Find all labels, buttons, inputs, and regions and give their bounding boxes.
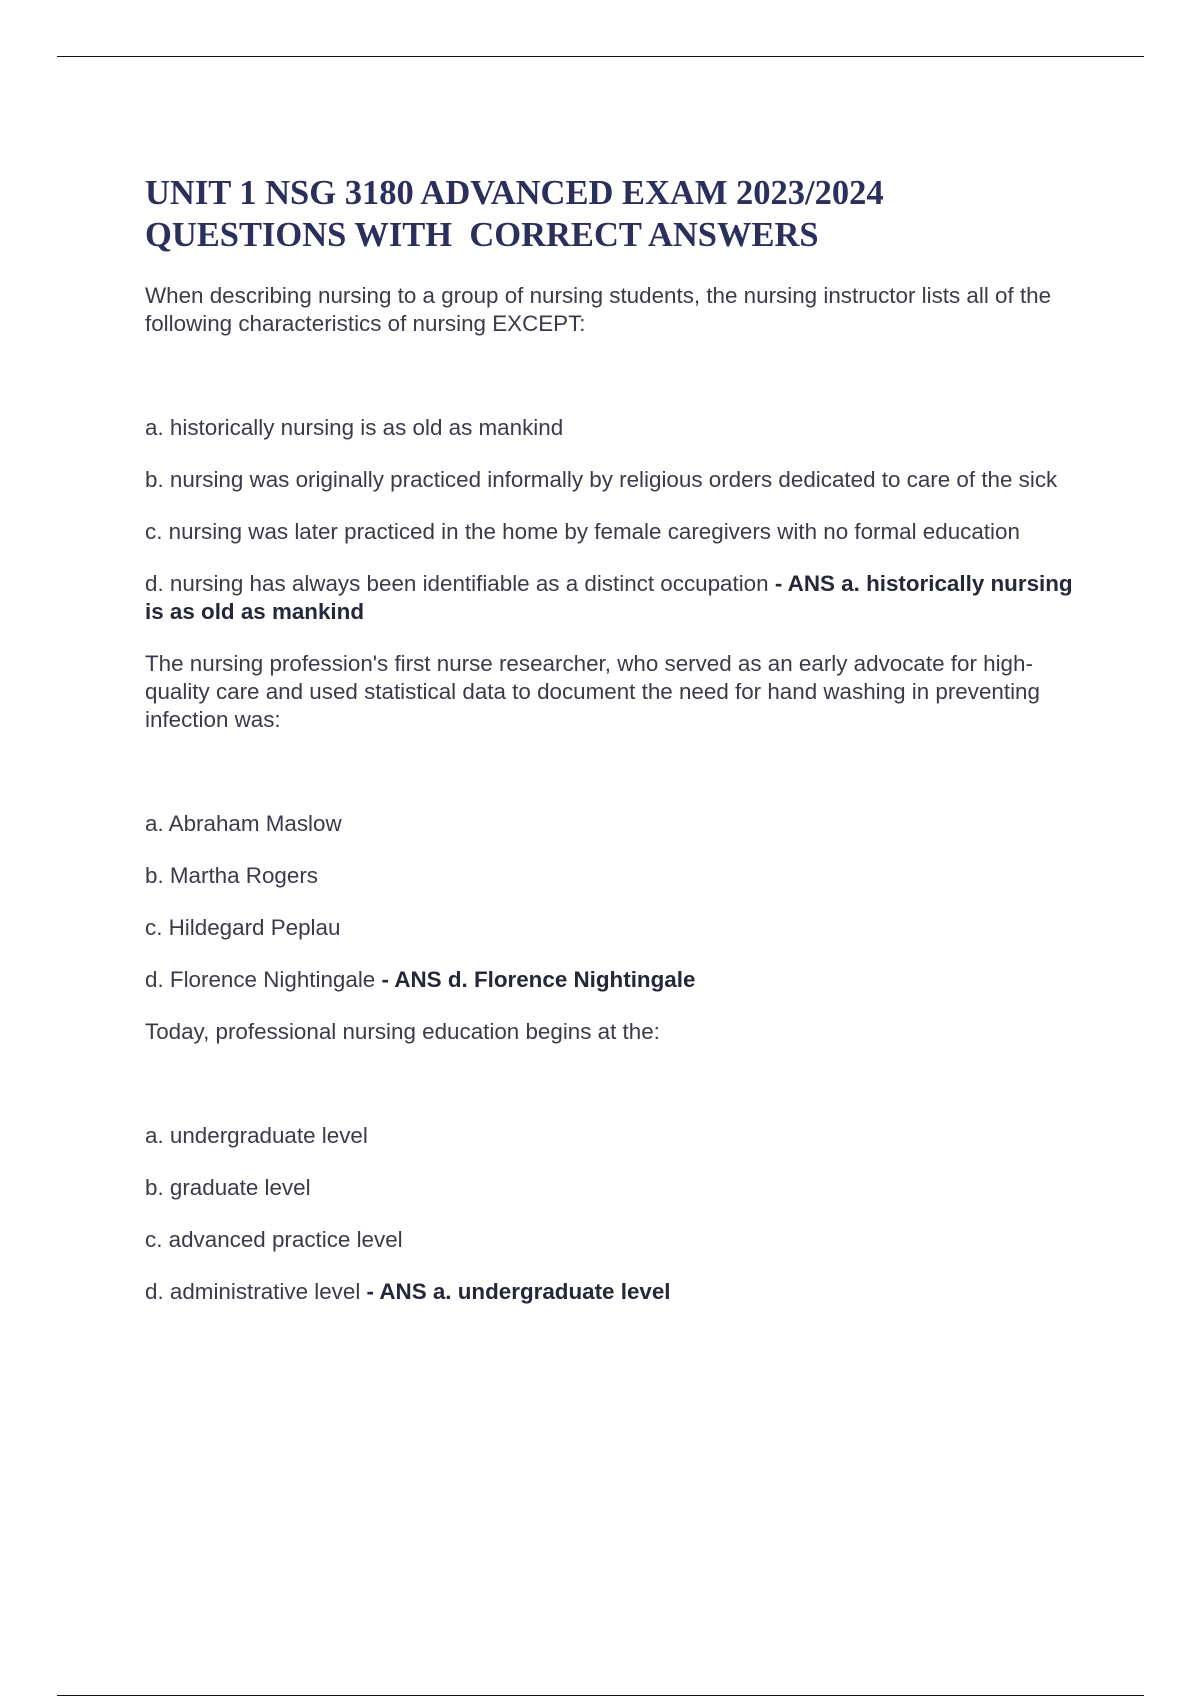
question-3 xyxy=(145,1018,1085,1306)
document-title xyxy=(145,172,1085,256)
title-line-1: UNIT 1 NSG 3180 ADVANCED EXAM 2023/2024 xyxy=(145,174,884,212)
question-2-option-c: c. Hildegard Peplau xyxy=(145,915,341,940)
document-body xyxy=(145,172,1085,1330)
question-3-option-b: b. graduate level xyxy=(145,1175,311,1200)
question-3-answer: - ANS a. undergraduate level xyxy=(366,1279,671,1304)
question-2-prompt: The nursing profession's first nurse researcher, who served as an early advocate for high-quality care and used statistical data to document the need for hand washing in preventing infection was: xyxy=(145,651,1040,732)
question-2-option-a: a. Abraham Maslow xyxy=(145,811,342,836)
question-1-option-d: d. nursing has always been identifiable as a distinct occupation xyxy=(145,571,775,596)
question-2-option-d-with-answer xyxy=(145,966,1085,994)
question-1-prompt: When describing nursing to a group of nursing students, the nursing instructor lists all of the following characteristics of nursing EXCEPT: xyxy=(145,283,1052,336)
question-3-option-c: c. advanced practice level xyxy=(145,1227,403,1252)
question-3-prompt: Today, professional nursing education begins at the: xyxy=(145,1019,660,1044)
question-2-answer: - ANS d. Florence Nightingale xyxy=(381,967,696,992)
title-line-2: QUESTIONS WITH CORRECT ANSWERS xyxy=(145,216,819,254)
question-1-answer: - ANS a. historically nursing is as old as mankind xyxy=(145,571,1073,624)
question-2 xyxy=(145,650,1085,994)
question-1-option-d-with-answer xyxy=(145,570,1085,626)
bottom-rule xyxy=(57,1695,1144,1696)
question-1-option-a: a. historically nursing is as old as mankind xyxy=(145,415,564,440)
question-3-option-d-with-answer xyxy=(145,1278,1085,1306)
question-2-option-d: d. Florence Nightingale xyxy=(145,967,382,992)
top-rule xyxy=(57,56,1144,57)
question-1-option-b: b. nursing was originally practiced informally by religious orders dedicated to care of the sick xyxy=(145,467,1058,492)
question-2-option-b: b. Martha Rogers xyxy=(145,863,318,888)
question-3-option-a: a. undergraduate level xyxy=(145,1123,368,1148)
question-3-option-d: d. administrative level xyxy=(145,1279,367,1304)
question-1-option-c: c. nursing was later practiced in the home by female caregivers with no formal education xyxy=(145,519,1020,544)
question-1 xyxy=(145,282,1085,626)
